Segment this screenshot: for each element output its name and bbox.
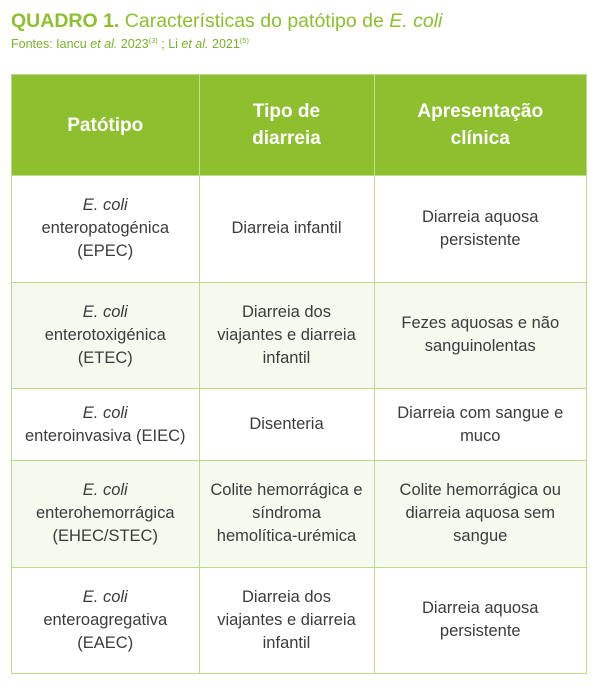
title-text: Características do patótipo de (119, 10, 390, 32)
sources-etal-2: et al. (181, 37, 209, 52)
table-title (11, 8, 592, 34)
pathotype-name: enteropatogénica (EPEC) (41, 219, 170, 261)
sources-year-2: 2021 (208, 37, 240, 52)
sources-year-1: 2023 (117, 37, 149, 52)
sources-prefix: Fontes: Iancu (11, 37, 91, 52)
title-species: E. coli (389, 10, 443, 32)
table-header-row (12, 75, 586, 176)
sources-etal-1: et al. (90, 37, 118, 52)
header-pathotype: Patótipo (12, 75, 199, 176)
sources-line (11, 34, 592, 51)
table-row (12, 282, 586, 389)
cell-pathotype (12, 282, 199, 389)
species-name: E. coli (82, 587, 128, 606)
sources-separator: ; Li (157, 37, 182, 52)
cell-clinical: Diarreia com sangue e muco (374, 389, 586, 461)
species-name: E. coli (82, 196, 128, 215)
header-diarrhea-type-label: Tipo de diarreia (252, 101, 321, 149)
pathotype-name: enterohemorrágica (EHEC/STEC) (36, 504, 175, 546)
cell-clinical: Diarreia aquosa persistente (374, 176, 586, 283)
figure-header (11, 8, 592, 51)
table-row (12, 460, 586, 567)
table-row (12, 567, 586, 673)
header-clinical-presentation (374, 75, 586, 176)
pathotype-table (11, 74, 587, 674)
species-name: E. coli (82, 481, 128, 500)
cell-diarrhea-type: Diarreia dos viajantes e diarreia infantil (199, 282, 374, 389)
cell-pathotype (12, 389, 199, 461)
cell-pathotype (12, 567, 199, 673)
pathotype-name: enterotoxigénica (ETEC) (44, 325, 166, 367)
cell-pathotype (12, 460, 199, 567)
sources-ref-1: (3) (148, 36, 158, 45)
header-clinical-label: Apresentação clínica (417, 101, 544, 149)
cell-diarrhea-type: Diarreia dos viajantes e diarreia infantil (199, 567, 374, 673)
pathotype-name: enteroinvasiva (EIEC) (25, 426, 186, 445)
species-name: E. coli (82, 403, 128, 422)
cell-diarrhea-type: Disenteria (199, 389, 374, 461)
cell-clinical: Colite hemorrágica ou diarreia aquosa sem sangue (374, 460, 586, 567)
table-row (12, 176, 586, 283)
title-label: QUADRO 1. (11, 10, 120, 32)
pathotype-name: enteroagregativa (EAEC) (43, 610, 168, 652)
cell-clinical: Diarreia aquosa persistente (374, 567, 586, 673)
cell-diarrhea-type: Colite hemorrágica e síndroma hemolítica-urémica (199, 460, 374, 567)
species-name: E. coli (82, 302, 128, 321)
cell-diarrhea-type: Diarreia infantil (199, 176, 374, 283)
header-diarrhea-type (199, 75, 374, 176)
cell-clinical: Fezes aquosas e não sanguinolentas (374, 282, 586, 389)
table-row (12, 389, 586, 461)
sources-ref-2: (5) (239, 36, 249, 45)
cell-pathotype (12, 176, 199, 283)
